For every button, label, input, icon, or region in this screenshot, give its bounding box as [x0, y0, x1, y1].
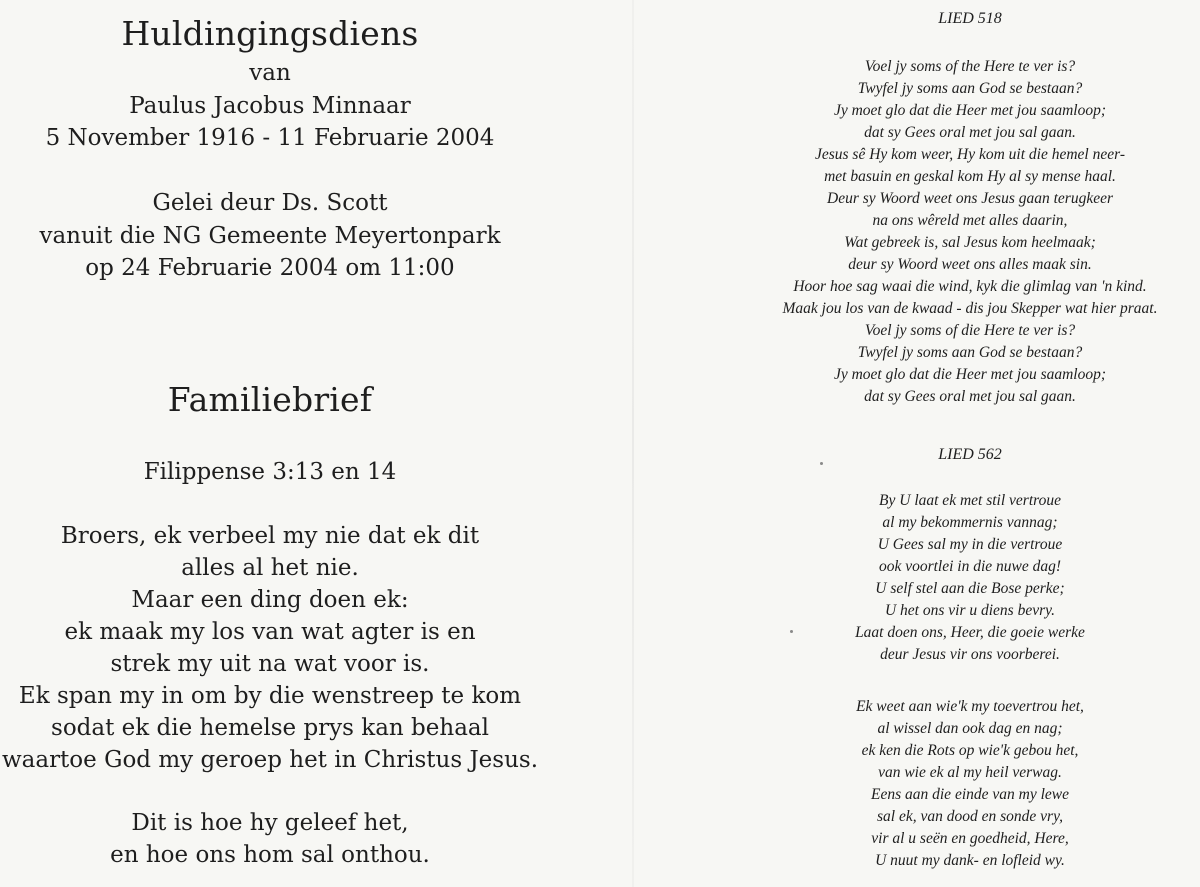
hymn-line: U nuut my dank- en lofleid wy.	[875, 852, 1065, 869]
hymn-line: dat sy Gees oral met jou sal gaan.	[864, 124, 1076, 141]
hymn-line: met basuin en geskal kom Hy al sy mense haal.	[824, 168, 1116, 185]
hymn-line: al wissel dan ook dag en nag;	[877, 720, 1063, 737]
scripture-line: ek maak my los van wat agter is en	[64, 619, 476, 645]
scripture-line: Broers, ek verbeel my nie dat ek dit	[60, 523, 480, 549]
scripture-line: Maar een ding doen ek:	[131, 587, 409, 613]
right-panel	[720, 0, 1200, 887]
hymn-line: vir al u seën en goedheid, Here,	[871, 830, 1069, 847]
hymn-line: Twyfel jy soms aan God se bestaan?	[857, 344, 1083, 361]
hymn-line: Hoor hoe sag waai die wind, kyk die glimlag van 'n kind.	[793, 278, 1147, 295]
scripture-line: alles al het nie.	[181, 555, 359, 581]
hymn-line: U het ons vir u diens bevry.	[884, 602, 1056, 619]
hymn-line: Eens aan die einde van my lewe	[871, 786, 1069, 803]
hymn-title: LIED 562	[938, 446, 1002, 463]
hymn-line: van wie ek al my heil verwag.	[878, 764, 1062, 781]
congregation-line: vanuit die NG Gemeente Meyertonpark	[39, 223, 501, 249]
hymn-line: Ek weet aan wie'k my toevertrou het,	[856, 698, 1084, 715]
hymn-line: al my bekommernis vannag;	[882, 514, 1058, 531]
scripture-reference: Filippense 3:13 en 14	[143, 459, 397, 485]
left-panel	[0, 0, 540, 887]
hymn-line: U self stel aan die Bose perke;	[875, 580, 1065, 597]
hymn-line: Voel jy soms of the Here te ver is?	[864, 58, 1076, 75]
officiant-line: Gelei deur Ds. Scott	[152, 190, 388, 216]
hymn-line: By U laat ek met stil vertroue	[879, 492, 1061, 509]
hymn-line: ook voortlei in die nuwe dag!	[878, 558, 1062, 575]
closing-line: Dit is hoe hy geleef het,	[131, 810, 409, 836]
hymn-line: deur Jesus vir ons voorberei.	[880, 646, 1060, 663]
hymn-title: LIED 518	[938, 10, 1002, 27]
hymn-line: Voel jy soms of die Here te ver is?	[864, 322, 1076, 339]
hymn-line: Jy moet glo dat die Heer met jou saamloop;	[833, 366, 1107, 383]
scripture-line: strek my uit na wat voor is.	[110, 651, 430, 677]
page-fold	[632, 0, 634, 887]
hymn-line: Jy moet glo dat die Heer met jou saamloop;	[833, 102, 1107, 119]
hymn-line: na ons wêreld met alles daarin,	[872, 212, 1068, 229]
deceased-name: Paulus Jacobus Minnaar	[129, 93, 411, 119]
hymn-line: deur sy Woord weet ons alles maak sin.	[848, 256, 1092, 273]
hymn-line: sal ek, van dood en sonde vry,	[877, 808, 1063, 825]
service-intro-line: van	[249, 60, 291, 86]
scripture-line: waartoe God my geroep het in Christus Jesus.	[1, 747, 539, 773]
closing-line: en hoe ons hom sal onthou.	[110, 842, 430, 868]
hymn-line: Wat gebreek is, sal Jesus kom heelmaak;	[844, 234, 1096, 251]
hymn-line: Jesus sê Hy kom weer, Hy kom uit die hemel neer-	[814, 146, 1125, 163]
scripture-line: Ek span my in om by die wenstreep te kom	[18, 683, 522, 709]
letter-title: Familiebrief	[167, 380, 373, 419]
hymn-line: Deur sy Woord weet ons Jesus gaan terugkeer	[827, 190, 1113, 207]
hymn-line: Maak jou los van de kwaad - dis jou Skepper wat hier praat.	[782, 300, 1158, 317]
scripture-line: sodat ek die hemelse prys kan behaal	[51, 715, 489, 741]
service-title: Huldingingsdiens	[121, 14, 419, 53]
hymn-line: ek ken die Rots op wie'k gebou het,	[861, 742, 1079, 759]
hymn-line: dat sy Gees oral met jou sal gaan.	[864, 388, 1076, 405]
hymn-line: Twyfel jy soms aan God se bestaan?	[857, 80, 1083, 97]
hymn-line: Laat doen ons, Heer, die goeie werke	[855, 624, 1085, 641]
life-dates: 5 November 1916 - 11 Februarie 2004	[45, 125, 495, 151]
service-datetime: op 24 Februarie 2004 om 11:00	[85, 255, 455, 281]
hymn-line: U Gees sal my in die vertroue	[877, 536, 1063, 553]
